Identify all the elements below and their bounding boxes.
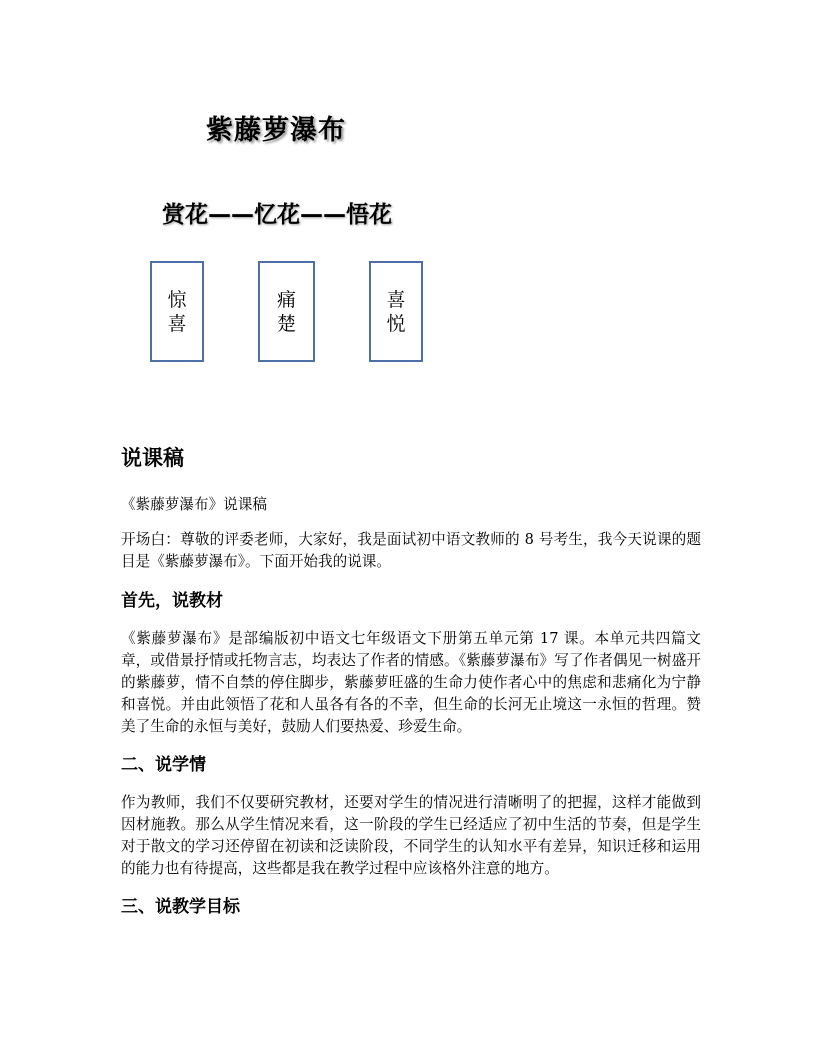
emotion-box-1-char-2: 喜 bbox=[167, 312, 187, 335]
emotion-box-2-char-2: 楚 bbox=[276, 312, 296, 335]
document-subtitle: 《紫藤萝瀑布》说课稿 bbox=[121, 496, 267, 513]
section-heading-textbook: 首先，说教材 bbox=[121, 591, 223, 611]
section-heading-objectives: 三、说教学目标 bbox=[121, 897, 240, 917]
emotion-box-1-char-1: 惊 bbox=[167, 288, 187, 311]
document-body bbox=[121, 440, 701, 934]
emotion-box-2 bbox=[258, 261, 315, 362]
section-body-textbook: 《紫藤萝瀑布》是部编版初中语文七年级语文下册第五单元第 17 课。本单元共四篇文章，或借景抒情或托物言志，均表达了作者的情感。《紫藤萝瀑布》写了作者偶见一树盛开的紫藤萝，情不自禁的停住脚步，紫藤萝旺盛的生命力使作者心中的焦虑和悲痛化为宁静和喜悦。并由此领悟了花和人虽各有各的不幸，但生命的长河无止境这一永恒的哲理。赞美了生命的永恒与美好，鼓励人们要热爱、珍爱生命。 bbox=[121, 630, 701, 735]
emotion-box-1 bbox=[150, 261, 204, 362]
emotion-box-3-char-2: 悦 bbox=[386, 312, 406, 335]
section-body-students: 作为教师，我们不仅要研究教材，还要对学生的情况进行清晰明了的把握，这样才能做到因材施教。那么从学生情况来看，这一阶段的学生已经适应了初中生活的节奏，但是学生对于散文的学习还停留在初读和泛读阶段，不同学生的认知水平有差异，知识迁移和运用的能力也有待提高，这些都是我在教学过程中应该格外注意的地方。 bbox=[121, 794, 701, 877]
section-heading-students: 二、说学情 bbox=[121, 755, 206, 775]
diagram-flow: 赏花——忆花——悟花 bbox=[162, 202, 392, 228]
intro-paragraph: 开场白：尊敬的评委老师，大家好，我是面试初中语文教师的 8 号考生，我今天说课的题目是《紫藤萝瀑布》。下面开始我的说课。 bbox=[121, 531, 701, 570]
emotion-box-2-char-1: 痛 bbox=[276, 288, 296, 311]
document-heading: 说课稿 bbox=[121, 446, 184, 470]
diagram-title: 紫藤萝瀑布 bbox=[206, 115, 346, 146]
emotion-box-3 bbox=[369, 261, 423, 362]
emotion-box-3-char-1: 喜 bbox=[386, 288, 406, 311]
